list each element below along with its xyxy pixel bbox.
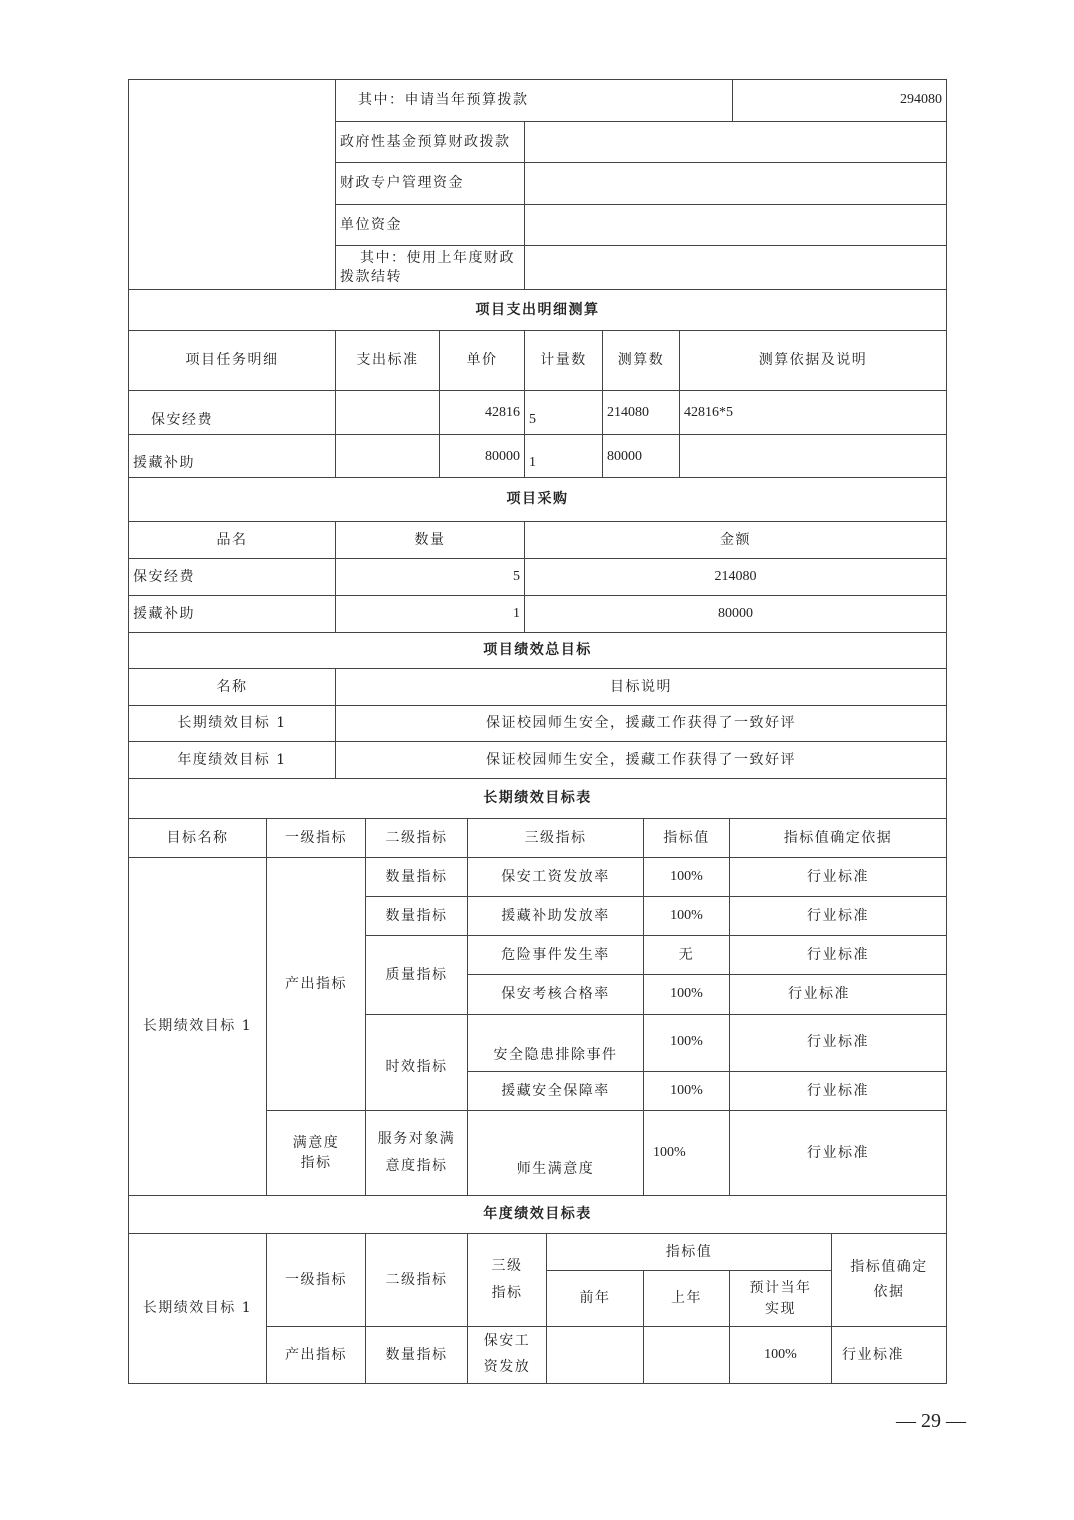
long-term-row3-basis: 行业标准 bbox=[729, 935, 947, 975]
expense-row2-quantity: 1 bbox=[524, 434, 603, 478]
expense-header-task: 项目任务明细 bbox=[128, 330, 336, 391]
long-term-level2-timeliness: 时效指标 bbox=[365, 1014, 468, 1111]
overall-goals-row2-desc: 保证校园师生安全，援藏工作获得了一致好评 bbox=[335, 741, 947, 779]
expense-header-amount: 测算数 bbox=[602, 330, 680, 391]
expense-detail-title: 项目支出明细测算 bbox=[128, 289, 947, 331]
annual-header-basis: 指标值确定依据 bbox=[831, 1233, 947, 1327]
expense-header-standard: 支出标准 bbox=[335, 330, 440, 391]
long-term-row1-value: 100% bbox=[643, 857, 730, 897]
funding-row3-label: 财政专户管理资金 bbox=[335, 162, 525, 205]
long-term-header-level3: 三级指标 bbox=[467, 818, 644, 858]
long-term-title: 长期绩效目标表 bbox=[128, 778, 947, 819]
overall-goals-title: 项目绩效总目标 bbox=[128, 632, 947, 669]
long-term-level1-satisfaction: 满意度指标 bbox=[266, 1110, 366, 1196]
long-term-header-level1: 一级指标 bbox=[266, 818, 366, 858]
overall-goals-header-name: 名称 bbox=[128, 668, 336, 706]
long-term-row1-level3: 保安工资发放率 bbox=[467, 857, 644, 897]
annual-goal-name: 长期绩效目标 1 bbox=[128, 1233, 267, 1384]
long-term-level2-quantity-1: 数量指标 bbox=[365, 857, 468, 897]
procurement-header-name: 品名 bbox=[128, 521, 336, 559]
overall-goals-row1-name: 长期绩效目标 1 bbox=[128, 705, 336, 742]
procurement-row1-qty: 5 bbox=[335, 558, 525, 596]
long-term-row2-value: 100% bbox=[643, 896, 730, 936]
expense-row1-amount: 214080 bbox=[602, 390, 680, 435]
annual-header-prev1: 上年 bbox=[643, 1270, 730, 1327]
long-term-row7-level3: 师生满意度 bbox=[467, 1110, 644, 1196]
long-term-header-basis: 指标值确定依据 bbox=[729, 818, 947, 858]
expense-header-quantity: 计量数 bbox=[524, 330, 603, 391]
procurement-header-qty: 数量 bbox=[335, 521, 525, 559]
expense-row2-amount: 80000 bbox=[602, 434, 680, 478]
procurement-row2-qty: 1 bbox=[335, 595, 525, 633]
long-term-row5-value: 100% bbox=[643, 1014, 730, 1072]
annual-row-level1: 产出指标 bbox=[266, 1326, 366, 1384]
page-number: — 29 — bbox=[896, 1410, 966, 1432]
funding-row2-label: 政府性基金预算财政拨款 bbox=[335, 121, 525, 163]
long-term-level2-service: 服务对象满意度指标 bbox=[365, 1110, 468, 1196]
funding-row5-value bbox=[524, 245, 947, 290]
long-term-row3-level3: 危险事件发生率 bbox=[467, 935, 644, 975]
funding-row4-value bbox=[524, 204, 947, 246]
annual-header-level2: 二级指标 bbox=[365, 1233, 468, 1327]
funding-row2-value bbox=[524, 121, 947, 163]
procurement-title: 项目采购 bbox=[128, 477, 947, 522]
expense-row2-unit-price: 80000 bbox=[439, 434, 525, 478]
expense-row2-standard bbox=[335, 434, 440, 478]
expense-row2-basis bbox=[679, 434, 947, 478]
long-term-row6-level3: 援藏安全保障率 bbox=[467, 1071, 644, 1111]
expense-row1-basis: 42816*5 bbox=[679, 390, 947, 435]
funding-row3-value bbox=[524, 162, 947, 205]
long-term-row6-basis: 行业标准 bbox=[729, 1071, 947, 1111]
funding-row1-value: 294080 bbox=[732, 79, 947, 122]
expense-header-basis: 测算依据及说明 bbox=[679, 330, 947, 391]
expense-row1-quantity: 5 bbox=[524, 390, 603, 435]
annual-row-level3: 保安工资发放 bbox=[467, 1326, 547, 1384]
long-term-level2-quantity-2: 数量指标 bbox=[365, 896, 468, 936]
overall-goals-row2-name: 年度绩效目标 1 bbox=[128, 741, 336, 779]
expense-row2-task: 援藏补助 bbox=[128, 434, 336, 478]
annual-row-level2: 数量指标 bbox=[365, 1326, 468, 1384]
annual-row-prev1 bbox=[643, 1326, 730, 1384]
long-term-row2-level3: 援藏补助发放率 bbox=[467, 896, 644, 936]
long-term-header-value: 指标值 bbox=[643, 818, 730, 858]
funding-row4-label: 单位资金 bbox=[335, 204, 525, 246]
long-term-header-level2: 二级指标 bbox=[365, 818, 468, 858]
annual-row-prev2 bbox=[546, 1326, 644, 1384]
procurement-row2-name: 援藏补助 bbox=[128, 595, 336, 633]
long-term-row5-level3: 安全隐患排除事件 bbox=[467, 1014, 644, 1072]
expense-header-unit-price: 单价 bbox=[439, 330, 525, 391]
long-term-row4-value: 100% bbox=[643, 974, 730, 1015]
overall-goals-header-desc: 目标说明 bbox=[335, 668, 947, 706]
long-term-row7-basis: 行业标准 bbox=[729, 1110, 947, 1196]
procurement-row1-name: 保安经费 bbox=[128, 558, 336, 596]
long-term-row4-level3: 保安考核合格率 bbox=[467, 974, 644, 1015]
expense-row1-task: 保安经费 bbox=[128, 390, 336, 435]
expense-row1-standard bbox=[335, 390, 440, 435]
annual-row-basis: 行业标准 bbox=[831, 1326, 947, 1384]
long-term-level2-quality: 质量指标 bbox=[365, 935, 468, 1015]
long-term-row4-basis: 行业标准 bbox=[729, 974, 947, 1015]
funding-blank-cell bbox=[128, 79, 336, 290]
annual-header-prev2: 前年 bbox=[546, 1270, 644, 1327]
long-term-row7-value: 100% bbox=[643, 1110, 730, 1196]
annual-header-value-group: 指标值 bbox=[546, 1233, 832, 1271]
long-term-row5-basis: 行业标准 bbox=[729, 1014, 947, 1072]
annual-header-level1: 一级指标 bbox=[266, 1233, 366, 1327]
long-term-row3-value: 无 bbox=[643, 935, 730, 975]
annual-title: 年度绩效目标表 bbox=[128, 1195, 947, 1234]
procurement-header-amount: 金额 bbox=[524, 521, 947, 559]
funding-row5-label: 其中：使用上年度财政拨款结转 bbox=[335, 245, 525, 290]
overall-goals-row1-desc: 保证校园师生安全，援藏工作获得了一致好评 bbox=[335, 705, 947, 742]
long-term-row6-value: 100% bbox=[643, 1071, 730, 1111]
long-term-level1-output: 产出指标 bbox=[266, 857, 366, 1111]
annual-header-level3: 三级指标 bbox=[467, 1233, 547, 1327]
expense-row1-unit-price: 42816 bbox=[439, 390, 525, 435]
procurement-row2-amount: 80000 bbox=[524, 595, 947, 633]
annual-header-expected: 预计当年实现 bbox=[729, 1270, 832, 1327]
long-term-row1-basis: 行业标准 bbox=[729, 857, 947, 897]
long-term-goal-name: 长期绩效目标 1 bbox=[128, 857, 267, 1196]
annual-row-expected: 100% bbox=[729, 1326, 832, 1384]
long-term-row2-basis: 行业标准 bbox=[729, 896, 947, 936]
long-term-header-goal: 目标名称 bbox=[128, 818, 267, 858]
procurement-row1-amount: 214080 bbox=[524, 558, 947, 596]
funding-row1-label: 其中：申请当年预算拨款 bbox=[335, 79, 733, 122]
